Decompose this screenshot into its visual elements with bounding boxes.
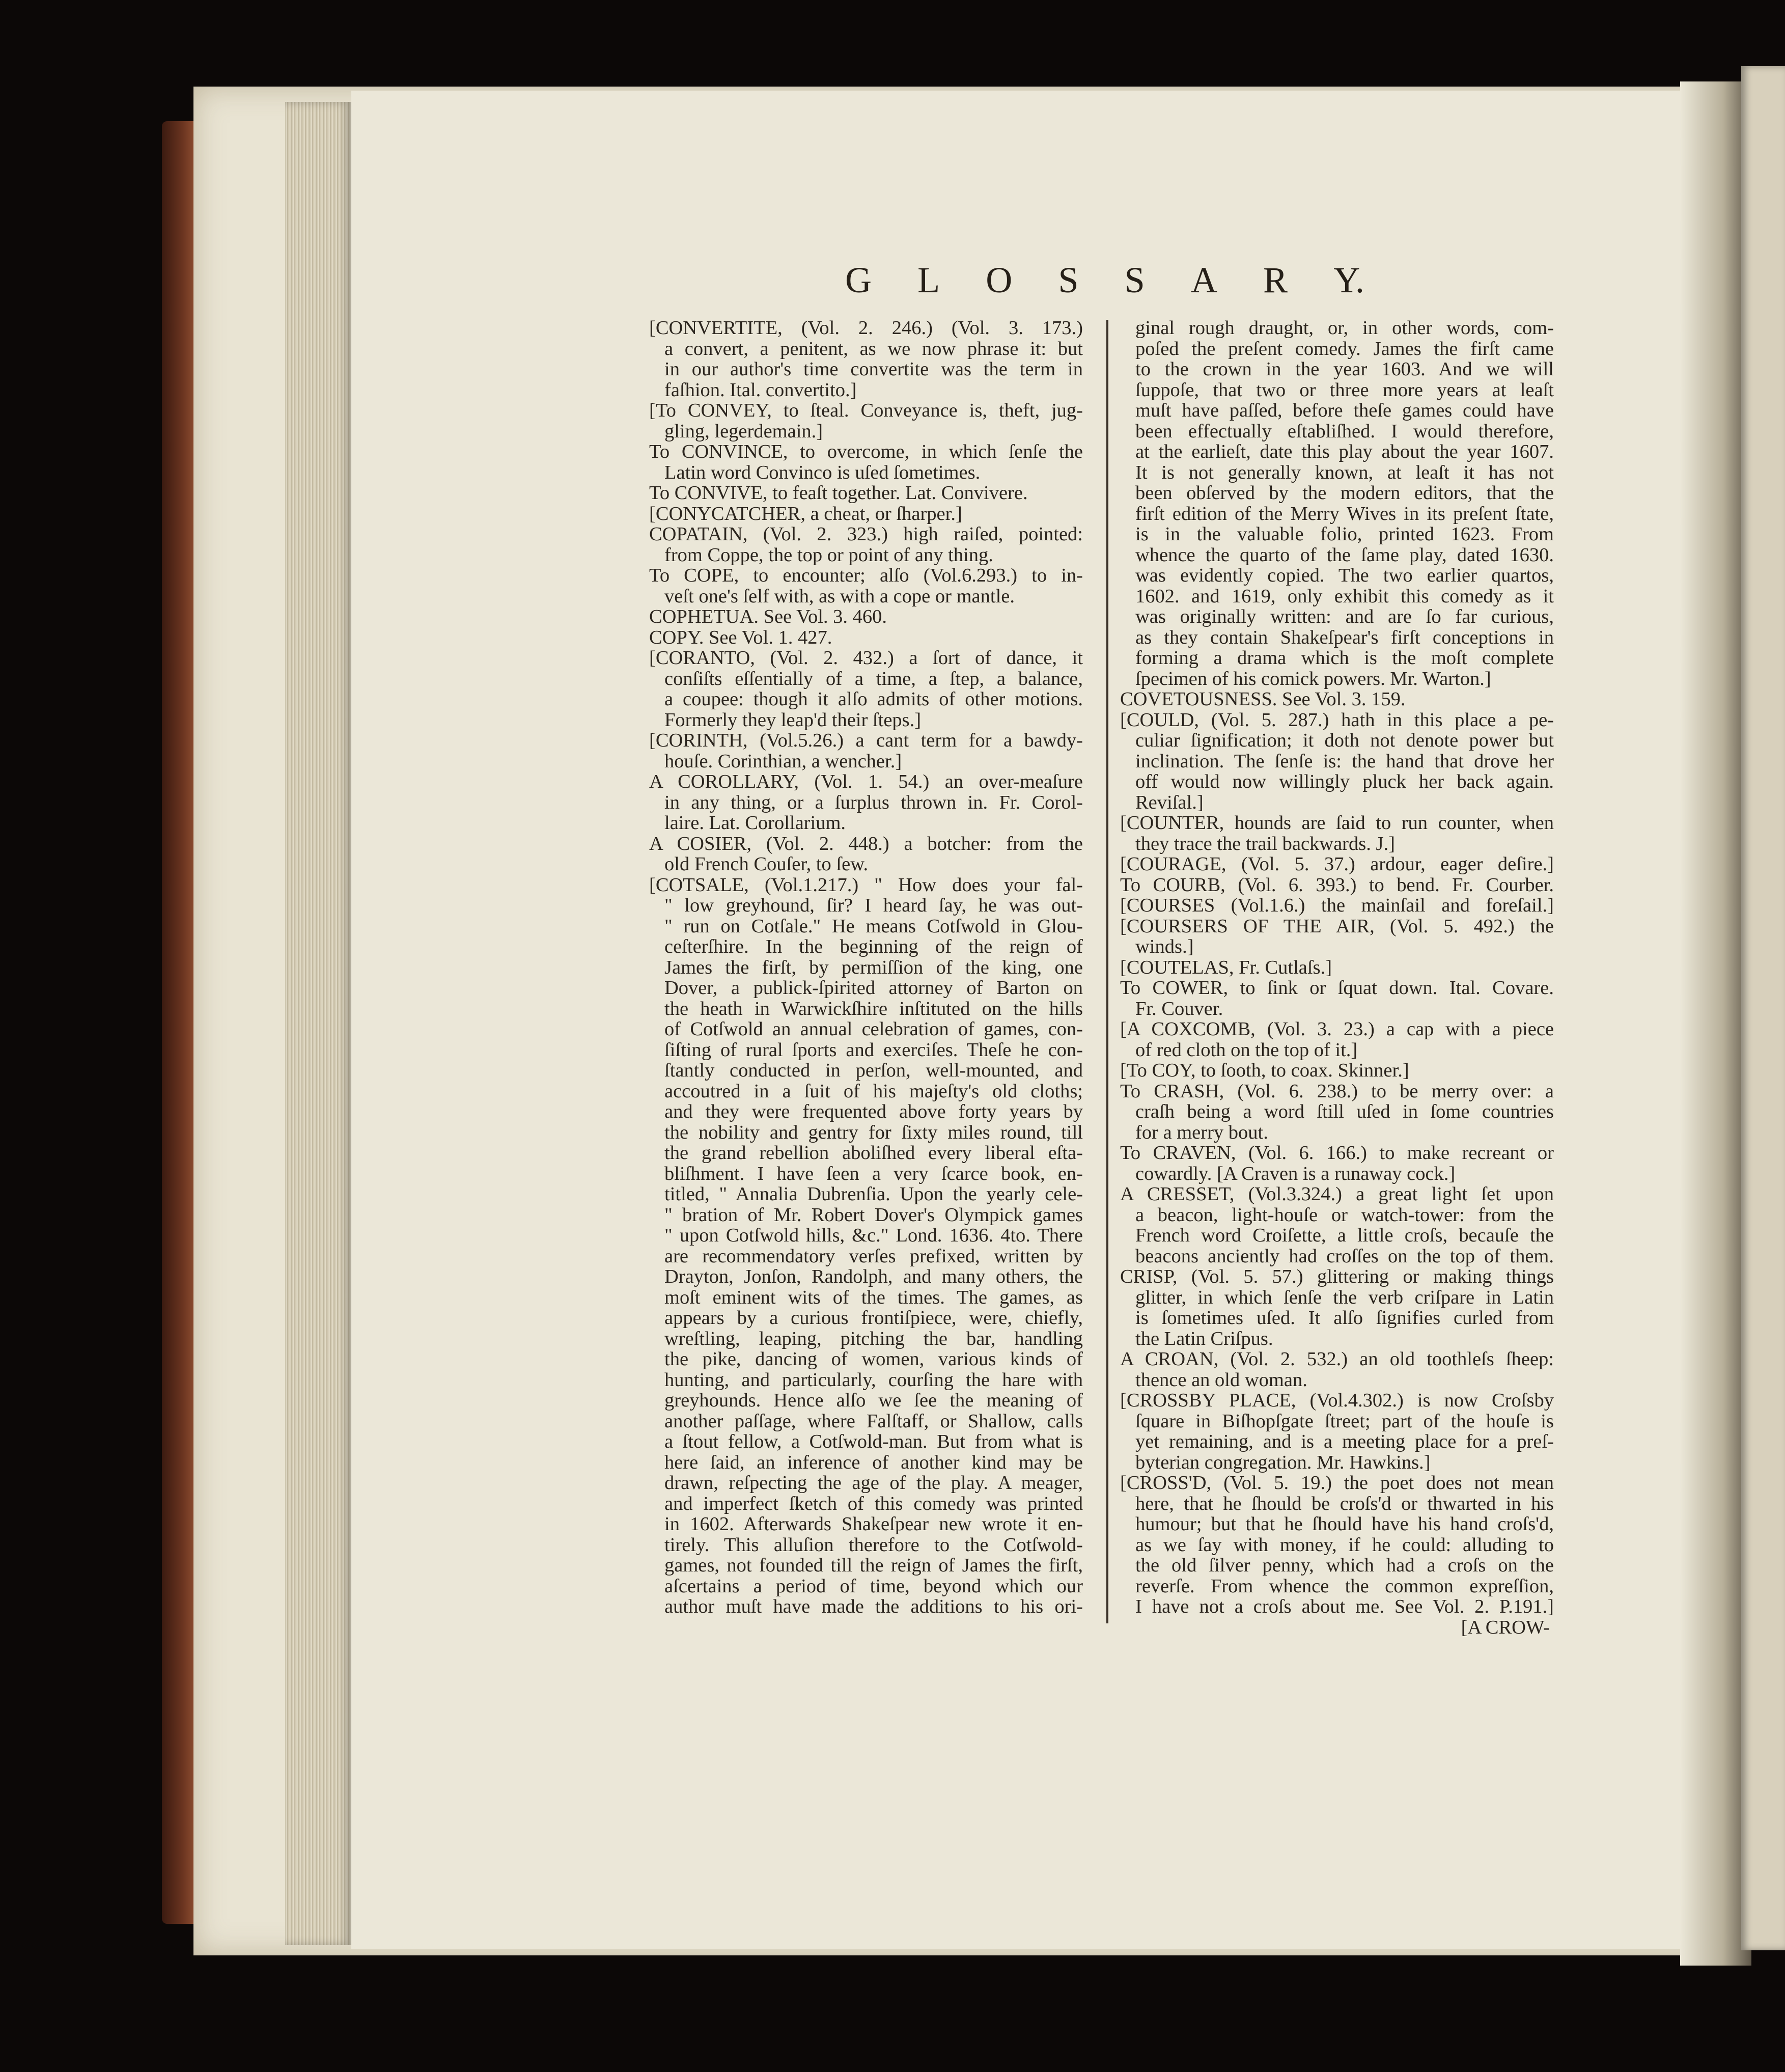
- glossary-line: gling, legerdemain.]: [664, 420, 823, 442]
- glossary-line: 1602. and 1619, only exhibit this comedy as it: [1135, 585, 1554, 607]
- glossary-line: and imperfect ſketch of this comedy was printed: [664, 1493, 1083, 1514]
- glossary-line: yet remaining, and is a meeting place for a preſ-: [1135, 1431, 1554, 1452]
- glossary-line: ginal rough draught, or, in other words, com-: [1135, 317, 1554, 339]
- glossary-line: veſt one's ſelf with, as with a cope or mantle.: [664, 585, 1015, 607]
- glossary-line: bliſhment. I have ſeen a very ſcarce book, en-: [664, 1163, 1083, 1184]
- glossary-line: beacons anciently had croſſes on the top of them.: [1135, 1245, 1554, 1267]
- glossary-line: here, that he ſhould be croſs'd or thwarted in his: [1135, 1493, 1554, 1514]
- glossary-line: the heath in Warwickſhire inſtituted on the hills: [664, 998, 1083, 1019]
- title-letter: L: [917, 259, 940, 300]
- glossary-line: A COROLLARY, (Vol. 1. 54.) an over-meaſure: [649, 771, 1083, 792]
- glossary-line: [CROSSBY PLACE, (Vol.4.302.) is now Croſsby: [1120, 1390, 1554, 1411]
- glossary-line: [A COXCOMB, (Vol. 3. 23.) a cap with a piece: [1120, 1018, 1554, 1040]
- glossary-line: [To CONVEY, to ſteal. Conveyance is, theft, jug-: [649, 400, 1083, 421]
- glossary-line: I have not a croſs about me. See Vol. 2. P.191.]: [1135, 1596, 1554, 1617]
- title-letter: S: [1058, 259, 1079, 300]
- catchword: [A CROW-: [1461, 1616, 1550, 1638]
- glossary-line: at the earlieſt, date this play about the year 1607.: [1135, 441, 1554, 462]
- glossary-line: old French Couſer, to ſew.: [664, 853, 869, 875]
- page-fore-edge: [285, 102, 351, 1945]
- glossary-line: ſpecimen of his comick powers. Mr. Warton.]: [1135, 668, 1491, 689]
- glossary-line: French word Croiſette, a little croſs, becauſe the: [1135, 1225, 1554, 1246]
- glossary-line: [CONVERTITE, (Vol. 2. 246.) (Vol. 3. 173.): [649, 317, 1083, 339]
- glossary-line: [COUNTER, hounds are ſaid to run counter, when: [1120, 812, 1554, 834]
- glossary-line: To COURB, (Vol. 6. 393.) to bend. Fr. Courber.: [1120, 874, 1554, 896]
- glossary-line: a convert, a penitent, as we now phrase it: but: [664, 338, 1083, 360]
- glossary-line: to the crown in the year 1603. And we will: [1135, 358, 1554, 380]
- glossary-line: Drayton, Jonſon, Randolph, and many others, the: [664, 1266, 1083, 1287]
- glossary-line: here ſaid, an inference of another kind may be: [664, 1451, 1083, 1473]
- title-letter: R: [1263, 259, 1288, 300]
- glossary-line: of red cloth on the top of it.]: [1135, 1039, 1358, 1061]
- glossary-line: been effectually eſtabliſhed. I would therefore,: [1135, 420, 1554, 442]
- glossary-line: a coupee: though it alſo admits of other motions.: [664, 688, 1083, 710]
- glossary-line: A COSIER, (Vol. 2. 448.) a botcher: from the: [649, 833, 1083, 854]
- glossary-line: in our author's time convertite was the term in: [664, 358, 1083, 380]
- book-gutter: [1680, 81, 1751, 1966]
- glossary-line: in 1602. Afterwards Shakeſpear new wrote it en-: [664, 1513, 1083, 1535]
- glossary-line: ſquare in Biſhopſgate ſtreet; part of the houſe is: [1135, 1410, 1554, 1432]
- glossary-line: drawn, reſpecting the age of the play. A meager,: [664, 1472, 1083, 1494]
- glossary-line: humour; but that he ſhould have his hand croſs'd,: [1135, 1513, 1554, 1535]
- glossary-line: games, not founded till the reign of James the firſt,: [664, 1555, 1083, 1576]
- glossary-line: [COURAGE, (Vol. 5. 37.) ardour, eager deſire.]: [1120, 853, 1554, 875]
- glossary-line: " run on Cotſale." He means Cotſwold in Glou-: [664, 915, 1083, 937]
- glossary-line: the pike, dancing of women, various kinds of: [664, 1348, 1083, 1370]
- glossary-line: thence an old woman.: [1135, 1369, 1307, 1391]
- glossary-line: CRISP, (Vol. 5. 57.) glittering or making things: [1120, 1266, 1554, 1287]
- glossary-line: the nobility and gentry for ſixty miles round, till: [664, 1121, 1083, 1143]
- glossary-line: To CONVIVE, to feaſt together. Lat. Convivere.: [649, 482, 1028, 504]
- glossary-line: [CORINTH, (Vol.5.26.) a cant term for a bawdy-: [649, 730, 1083, 751]
- glossary-line: muſt have paſſed, before theſe games could have: [1135, 400, 1554, 421]
- glossary-line: in any thing, or a ſurplus thrown in. Fr. Corol-: [664, 791, 1083, 813]
- glossary-line: craſh being a word ſtill uſed in ſome countries: [1135, 1101, 1554, 1122]
- glossary-line: off would now willingly pluck her back again.: [1135, 771, 1554, 792]
- glossary-line: was evidently copied. The two earlier quartos,: [1135, 565, 1554, 586]
- glossary-line: James the firſt, by permiſſion of the king, one: [664, 956, 1083, 978]
- glossary-line: [COULD, (Vol. 5. 287.) hath in this place a pe-: [1120, 709, 1554, 731]
- glossary-line: the grand rebellion aboliſhed every liberal eſta-: [664, 1142, 1083, 1164]
- glossary-line: tirely. This alluſion therefore to the Cotſwold-: [664, 1534, 1083, 1556]
- glossary-line: COVETOUSNESS. See Vol. 3. 159.: [1120, 688, 1406, 710]
- glossary-line: [To COY, to ſooth, to coax. Skinner.]: [1120, 1060, 1409, 1081]
- glossary-line: titled, " Annalia Dubrenſia. Upon the yearly cele-: [664, 1183, 1083, 1205]
- glossary-line: COPHETUA. See Vol. 3. 460.: [649, 606, 887, 627]
- glossary-line: the Latin Criſpus.: [1135, 1328, 1273, 1349]
- glossary-column-left: [649, 318, 1083, 1617]
- glossary-line: To CRAVEN, (Vol. 6. 166.) to make recreant or: [1120, 1142, 1554, 1164]
- glossary-line: faſhion. Ital. convertito.]: [664, 379, 857, 401]
- glossary-line: A CRESSET, (Vol.3.324.) a great light ſet upon: [1120, 1183, 1554, 1205]
- glossary-line: a beacon, light-houſe or watch-tower: from the: [1135, 1204, 1554, 1226]
- glossary-line: laire. Lat. Corollarium.: [664, 812, 846, 834]
- glossary-line: Reviſal.]: [1135, 791, 1204, 813]
- glossary-line: they trace the trail backwards. J.]: [1135, 833, 1395, 854]
- glossary-line: COPATAIN, (Vol. 2. 323.) high raiſed, pointed:: [649, 523, 1083, 545]
- glossary-line: To COWER, to ſink or ſquat down. Ital. Covare.: [1120, 977, 1554, 999]
- glossary-line: [COURSES (Vol.1.6.) the mainſail and foreſail.]: [1120, 895, 1554, 916]
- glossary-line: ſuppoſe, that two or three more years at leaſt: [1135, 379, 1554, 401]
- glossary-line: cowardly. [A Craven is a runaway cock.]: [1135, 1163, 1456, 1184]
- glossary-line: [CONYCATCHER, a cheat, or ſharper.]: [649, 503, 962, 524]
- glossary-line: [COUTELAS, Fr. Cutlaſs.]: [1120, 956, 1332, 978]
- glossary-line: ceſterſhire. In the beginning of the reign of: [664, 936, 1083, 957]
- glossary-line: is in the valuable folio, printed 1623. From: [1135, 523, 1554, 545]
- glossary-line: [COURSERS OF THE AIR, (Vol. 5. 492.) the: [1120, 915, 1554, 937]
- glossary-line: houſe. Corinthian, a wencher.]: [664, 750, 902, 772]
- glossary-line: A CROAN, (Vol. 2. 532.) an old toothleſs ſheep:: [1120, 1348, 1554, 1370]
- glossary-line: Fr. Couver.: [1135, 998, 1223, 1019]
- glossary-line: reverſe. From whence the common expreſſion,: [1135, 1575, 1554, 1597]
- column-divider: [1106, 320, 1108, 1623]
- glossary-line: [CORANTO, (Vol. 2. 432.) a ſort of dance, it: [649, 647, 1083, 669]
- glossary-line: greyhounds. Hence alſo we ſee the meaning of: [664, 1390, 1083, 1411]
- title-letter: Y.: [1333, 259, 1364, 300]
- glossary-line: and they were frequented above forty years by: [664, 1101, 1083, 1122]
- glossary-line: moſt eminent wits of the times. The games, as: [664, 1286, 1083, 1308]
- glossary-line: from Coppe, the top or point of any thing.: [664, 544, 993, 566]
- glossary-line: is ſometimes uſed. It alſo ſignifies curled from: [1135, 1307, 1554, 1329]
- glossary-line: was originally written: and are ſo far curious,: [1135, 606, 1554, 627]
- glossary-line: a ſtout fellow, a Cotſwold-man. But from what is: [664, 1431, 1083, 1452]
- glossary-line: appears by a curious frontiſpiece, were, chiefly,: [664, 1307, 1083, 1329]
- glossary-line: as we ſay with money, if he could: alluding to: [1135, 1534, 1554, 1556]
- page-title: [845, 259, 1364, 301]
- glossary-line: as they contain Shakeſpear's firſt conceptions in: [1135, 626, 1554, 648]
- glossary-line: author muſt have made the additions to his ori-: [664, 1596, 1083, 1617]
- glossary-line: aſcertains a period of time, beyond which our: [664, 1575, 1083, 1597]
- glossary-line: byterian congregation. Mr. Hawkins.]: [1135, 1451, 1431, 1473]
- title-letter: G: [845, 259, 872, 300]
- glossary-line: accoutred in a ſuit of his majeſty's old cloths;: [664, 1080, 1083, 1102]
- title-letter: A: [1190, 259, 1217, 300]
- glossary-line: [COTSALE, (Vol.1.217.) " How does your fal-: [649, 874, 1083, 896]
- glossary-line: ſiſting of rural ſports and exerciſes. Theſe he con-: [664, 1039, 1083, 1061]
- glossary-column-right: [1120, 318, 1554, 1638]
- glossary-line: [CROSS'D, (Vol. 5. 19.) the poet does not mean: [1120, 1472, 1554, 1494]
- glossary-line: whence the quarto of the ſame play, dated 1630.: [1135, 544, 1554, 566]
- glossary-line: Formerly they leap'd their ſteps.]: [664, 709, 922, 731]
- glossary-line: Dover, a publick-ſpirited attorney of Barton on: [664, 977, 1083, 999]
- glossary-line: for a merry bout.: [1135, 1121, 1268, 1143]
- glossary-line: ſtantly conducted in perſon, well-mounted, and: [664, 1060, 1083, 1081]
- glossary-line: " upon Cotſwold hills, &c." Lond. 1636. 4to. There: [664, 1225, 1083, 1246]
- glossary-line: winds.]: [1135, 936, 1194, 957]
- glossary-line: " bration of Mr. Robert Dover's Olympick games: [664, 1204, 1083, 1226]
- glossary-line: Latin word Convinco is uſed ſometimes.: [664, 461, 981, 483]
- title-letter: O: [986, 259, 1013, 300]
- glossary-line: To COPE, to encounter; alſo (Vol.6.293.) to in-: [649, 565, 1083, 586]
- glossary-line: " low greyhound, ſir? I heard ſay, he was out-: [664, 895, 1083, 916]
- glossary-line: COPY. See Vol. 1. 427.: [649, 626, 832, 648]
- glossary-line: the old ſilver penny, which had a croſs on the: [1135, 1555, 1554, 1576]
- glossary-line: To CRASH, (Vol. 6. 238.) to be merry over: a: [1120, 1080, 1554, 1102]
- glossary-line: another paſſage, where Falſtaff, or Shallow, calls: [664, 1410, 1083, 1432]
- glossary-line: culiar ſignification; it doth not denote power but: [1135, 730, 1554, 751]
- glossary-line: hunting, and particularly, courſing the hare with: [664, 1369, 1083, 1391]
- glossary-line: are recommendatory verſes prefixed, written by: [664, 1245, 1083, 1267]
- glossary-line: poſed the preſent comedy. James the firſt came: [1135, 338, 1554, 360]
- glossary-line: forming a drama which is the moſt complete: [1135, 647, 1554, 669]
- glossary-line: It is not generally known, at leaſt it has not: [1135, 461, 1554, 483]
- facing-page-edge: [1741, 66, 1785, 1950]
- glossary-line: To CONVINCE, to overcome, in which ſenſe the: [649, 441, 1083, 462]
- glossary-line: glitter, in which ſenſe the verb criſpare in Latin: [1135, 1286, 1554, 1308]
- glossary-line: inclination. The ſenſe is: the hand that drove her: [1135, 750, 1554, 772]
- glossary-line: been obſerved by the modern editors, that the: [1135, 482, 1554, 504]
- title-letter: S: [1124, 259, 1145, 300]
- glossary-line: wreſtling, leaping, pitching the bar, handling: [664, 1328, 1083, 1349]
- glossary-line: firſt edition of the Merry Wives in its preſent ſtate,: [1135, 503, 1554, 524]
- glossary-line: of Cotſwold an annual celebration of games, con-: [664, 1018, 1083, 1040]
- glossary-line: conſiſts eſſentially of a time, a ſtep, a balance,: [664, 668, 1083, 689]
